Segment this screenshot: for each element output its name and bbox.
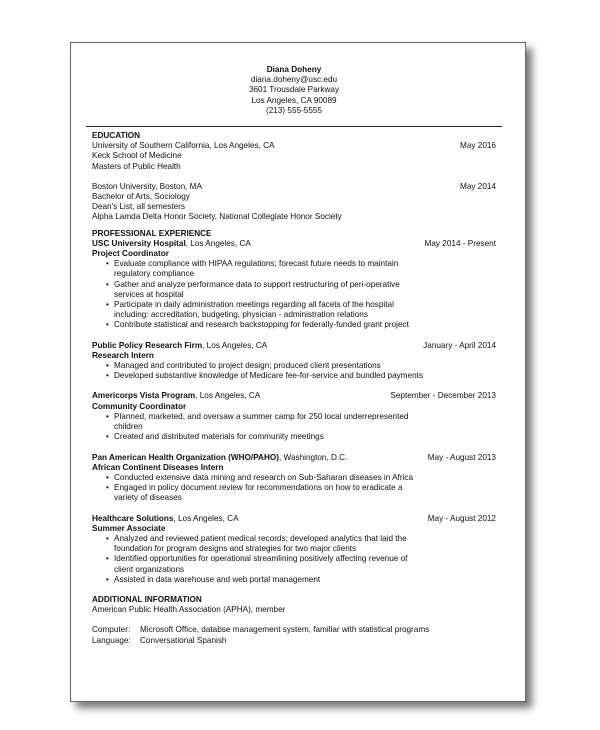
education-row — [92, 182, 496, 192]
language-value: Conversational Spanish — [140, 635, 227, 645]
bullet-item: • Conducted extensive data mining and research on Sub-Saharan diseases in Africa — [92, 473, 496, 483]
organization: Pan American Health Organization (WHO/PAHO) — [92, 452, 279, 462]
location: , Los Angeles, CA — [185, 238, 251, 248]
job-row — [92, 514, 496, 524]
resume-page — [70, 42, 526, 702]
computer-skills — [92, 625, 496, 635]
role: Project Coordinator — [92, 249, 169, 259]
location: , Washington, D.C. — [278, 452, 348, 462]
organization: Americorps Vista Program — [92, 391, 196, 401]
date: May - August 2012 — [427, 513, 496, 523]
education-detail: Keck School of Medicine — [92, 151, 182, 161]
contact-header — [92, 65, 496, 116]
school: Boston University, Boston, MA — [92, 181, 202, 191]
bullet-item: • Gather and analyze performance data to support restructuring of peri-operative — [92, 280, 496, 290]
bullet-item: • Evaluate compliance with HIPAA regulations; forecast future needs to maintain — [92, 259, 496, 269]
bullet-item: • Contribute statistical and research backstopping for federally-funded grant project — [92, 320, 496, 330]
bullet-continuation: variety of diseases — [114, 493, 182, 503]
bullet-continuation: services at hospital — [114, 289, 184, 299]
job-entry — [92, 453, 496, 504]
education-title: EDUCATION — [92, 131, 141, 141]
email: diana.doheny@usc.edu — [250, 75, 338, 85]
education-detail: Dean's List, all semesters — [92, 202, 186, 212]
bullet-list — [92, 361, 496, 381]
computer-value: Microsoft Office, databse management system, familiar with statistical programs — [140, 625, 430, 635]
bullet-continuation: foundation for program designs and strategies for two major clients — [114, 544, 357, 554]
bullet-list — [92, 412, 496, 443]
organization: Healthcare Solutions — [92, 513, 174, 523]
role: African Continent Diseases Intern — [92, 462, 224, 472]
education-row — [92, 141, 496, 151]
role: Research Intern — [92, 350, 154, 360]
date: May 2016 — [460, 141, 496, 151]
bullet-item: • Identified opportunities for operational streamlining positively affecting revenue of — [92, 554, 496, 564]
location: , Los Angeles, CA — [202, 340, 268, 350]
date: September - December 2013 — [390, 391, 496, 401]
job-entry — [92, 514, 496, 585]
education-detail: Masters of Public Health — [92, 161, 181, 171]
job-row — [92, 391, 496, 401]
location: , Los Angeles, CA — [173, 513, 239, 523]
bullet-item: • Developed substantive knowledge of Medicare fee-for-service and bundled payments — [92, 371, 496, 381]
bullet-item: • Participate in daily administration meetings regarding all facets of the hospital — [92, 300, 496, 310]
school: University of Southern California, Los Angeles, CA — [92, 141, 275, 151]
date: January - April 2014 — [423, 340, 496, 350]
education-detail: Alpha Lamda Delta Honor Society, National Collegiate Honor Society — [92, 212, 342, 222]
bullet-item: • Managed and contributed to project design; produced client presentations — [92, 361, 496, 371]
bullet-continuation: children — [114, 422, 143, 432]
job-entry — [92, 391, 496, 442]
street-address: 3601 Trousdale Parkway — [248, 85, 340, 95]
education-detail: Bachelor of Arts, Sociology — [92, 192, 190, 202]
bullet-item: • Created and distributed materials for community meetings — [92, 432, 496, 442]
bullet-item: • Engaged in policy document review for recommendations on how to eradicate a — [92, 483, 496, 493]
experience-title: PROFESSIONAL EXPERIENCE — [92, 228, 212, 238]
city-address: Los Angeles, CA 90089 — [251, 95, 337, 105]
organization: Public Policy Research Firm — [92, 340, 203, 350]
job-row — [92, 341, 496, 351]
bullet-item: • Assisted in data warehouse and web portal management — [92, 575, 496, 585]
bullet-continuation: client organizations — [114, 564, 185, 574]
organization: USC University Hospital — [92, 238, 186, 248]
language-label: Language: — [92, 635, 131, 645]
bullet-list — [92, 534, 496, 585]
role: Community Coordinator — [92, 401, 187, 411]
location: , Los Angeles, CA — [195, 391, 261, 401]
date: May 2014 - Present — [424, 238, 496, 248]
bullet-item: • Analyzed and reviewed patient medical records; developed analytics that laid the — [92, 534, 496, 544]
bullet-continuation: including: accreditation, budgeting, physician - administration relations — [114, 310, 368, 320]
education-entry — [92, 141, 496, 172]
section-divider — [86, 126, 502, 127]
membership: American Public Health Association (APHA), member — [92, 605, 286, 615]
additional-title: ADDITIONAL INFORMATION — [92, 594, 202, 604]
phone: (213) 555-5555 — [266, 105, 322, 115]
role: Summer Associate — [92, 523, 166, 533]
computer-label: Computer: — [92, 625, 131, 635]
bullet-continuation: regulatory compliance — [114, 269, 195, 279]
job-entry — [92, 341, 496, 382]
date: May 2014 — [460, 181, 496, 191]
job-entry — [92, 239, 496, 331]
job-row — [92, 239, 496, 249]
candidate-name: Diana Doheny — [266, 65, 322, 74]
bullet-list — [92, 259, 496, 330]
bullet-list — [92, 473, 496, 504]
bullet-item: • Planned, marketed, and oversaw a summer camp for 250 local underrepresented — [92, 412, 496, 422]
language-skills — [92, 636, 496, 646]
education-entry — [92, 182, 496, 223]
job-row — [92, 453, 496, 463]
resume-content — [92, 65, 496, 646]
date: May - August 2013 — [427, 452, 496, 462]
